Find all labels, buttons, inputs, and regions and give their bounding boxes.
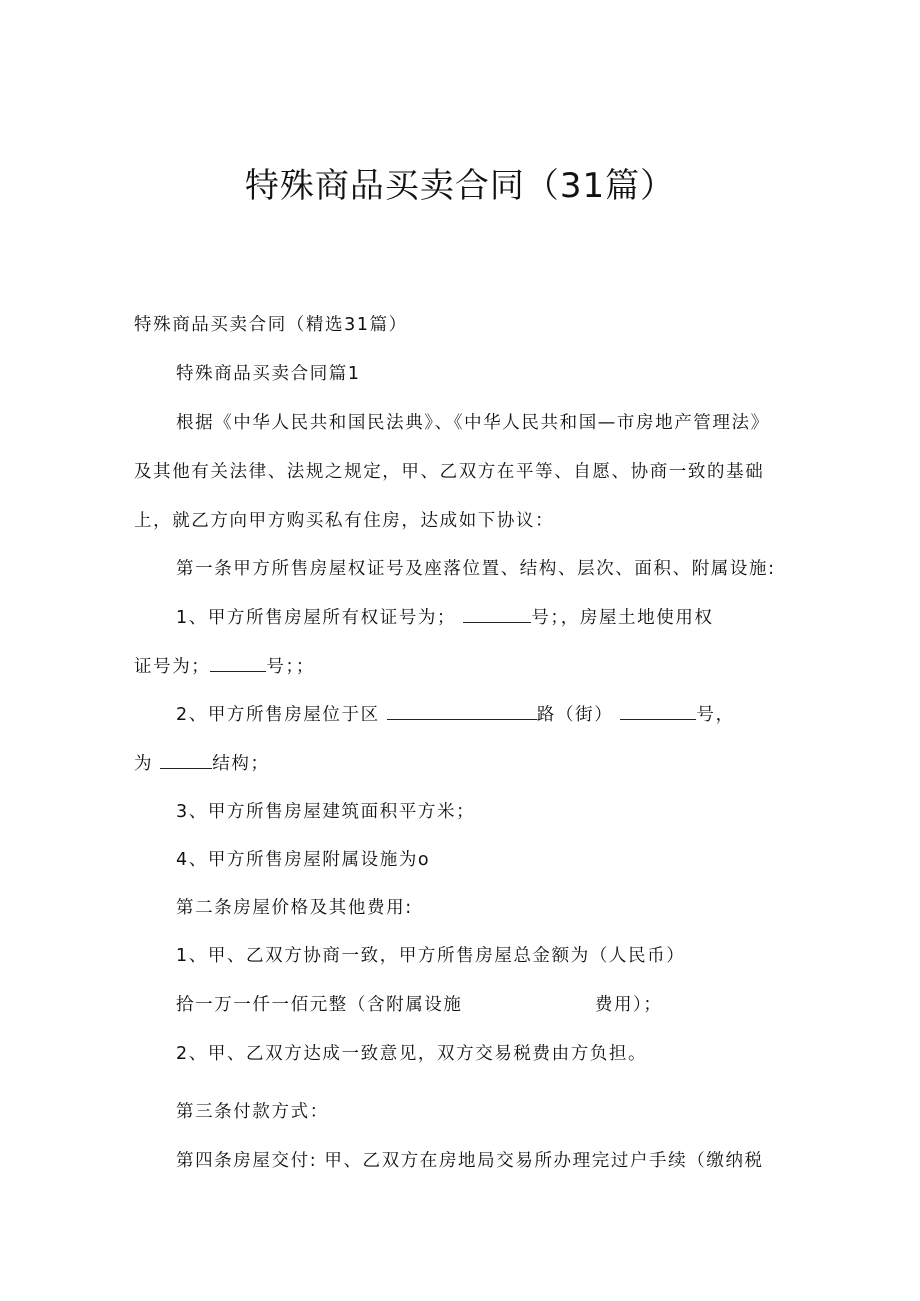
- item-text: 结构；: [212, 754, 270, 774]
- article-1-item-1-cont: [134, 655, 315, 679]
- intro-line-3: 上，就乙方向甲方购买私有住房，达成如下协议：: [134, 511, 555, 531]
- article-4-heading: 第四条房屋交付: 甲、乙双方在房地局交易所办理完过户手续（缴纳税: [176, 1151, 764, 1171]
- fill-blank: [160, 754, 212, 769]
- item-text: 证号为；: [134, 657, 211, 677]
- item-text: 号，: [696, 705, 735, 725]
- fill-blank: [463, 608, 531, 623]
- article-1-item-2-cont: [134, 752, 270, 776]
- item-text: 号；，房屋土地使用权: [531, 608, 714, 628]
- item-text: 号；；: [266, 657, 315, 677]
- article-1-item-2: [176, 703, 735, 727]
- fill-blank: [387, 705, 537, 720]
- fill-blank: [620, 705, 696, 720]
- article-2-item-1-cont: [176, 993, 663, 1017]
- item-text: 1、甲方所售房屋所有权证号为；: [176, 608, 457, 628]
- article-2-item-1: 1、甲、乙双方协商一致，甲方所售房屋总金额为（人民币）: [176, 946, 686, 966]
- item-text: 费用）；: [594, 995, 663, 1015]
- item-text: 为: [134, 754, 154, 774]
- article-2-item-2: 2、甲、乙双方达成一致意见，双方交易税费由方负担。: [176, 1044, 648, 1064]
- article-1-heading: 第一条甲方所售房屋权证号及座落位置、结构、层次、面积、附属设施:: [176, 559, 776, 579]
- item-text: 2、甲方所售房屋位于区: [176, 705, 380, 725]
- item-text: 拾一万一仟一佰元整（含附属设施: [176, 995, 463, 1015]
- item-text: 路（街）: [536, 705, 614, 725]
- section-heading: 特殊商品买卖合同篇1: [176, 364, 361, 384]
- document-subtitle: 特殊商品买卖合同（精选31篇）: [134, 315, 408, 335]
- document-title: 特殊商品买卖合同（31篇）: [244, 166, 676, 206]
- fill-blank: [210, 657, 266, 672]
- article-1-item-3: 3、甲方所售房屋建筑面积平方米；: [176, 802, 476, 822]
- intro-line-2: 及其他有关法律、法规之规定，甲、乙双方在平等、自愿、协商一致的基础: [134, 462, 765, 482]
- intro-line-1: 根据《中华人民共和国民法典》、《中华人民共和国—市房地产管理法》: [176, 413, 770, 433]
- article-3-heading: 第三条付款方式：: [176, 1102, 329, 1122]
- article-1-item-1: [176, 606, 714, 630]
- article-2-heading: 第二条房屋价格及其他费用:: [176, 898, 413, 918]
- article-1-item-4: 4、甲方所售房屋附属设施为o: [176, 850, 431, 870]
